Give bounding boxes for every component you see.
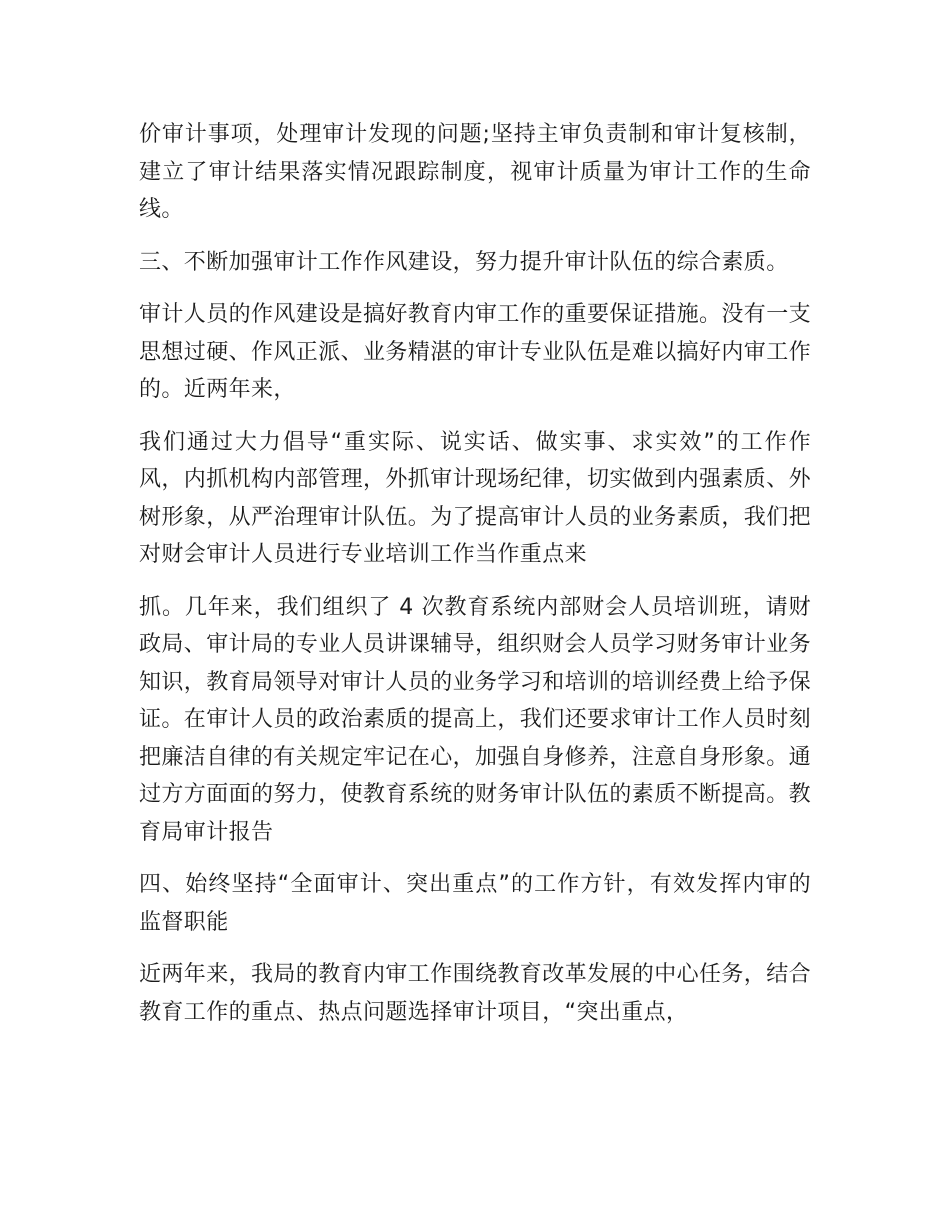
paragraph-continuation: 价审计事项，处理审计发现的问题;坚持主审负责制和审计复核制，建立了审计结果落实情况跟踪制度，视审计质量为审计工作的生命线。 xyxy=(139,122,811,222)
document-body xyxy=(139,116,811,1046)
section-heading-4: 四、始终坚持“全面审计、突出重点”的工作方针，有效发挥内审的监督职能 xyxy=(139,872,811,935)
paragraph-style-building: 审计人员的作风建设是搞好教育内审工作的重要保证措施。没有一支思想过硬、作风正派、业务精湛的审计专业队伍是难以搞好内审工作的。近两年来， xyxy=(139,302,812,402)
paragraph-training: 抓。几年来，我们组织了 4 次教育系统内部财会人员培训班，请财政局、审计局的专业人员讲课辅导，组织财会人员学习财务审计业务知识，教育局领导对审计人员的业务学习和培训的培训经费上给予保证。在审计人员的政治素质的提高上，我们还要求审计工作人员时刻把廉洁自律的有关规定牢记在心，加强自身修养，注意自身形象。通过方方面面的努力，使教育系统的财务审计队伍的素质不断提高。教育局审计报告 xyxy=(139,594,812,845)
paragraph-recent-years: 近两年来，我局的教育内审工作围绕教育改革发展的中心任务，结合教育工作的重点、热点问题选择审计项目，“突出重点， xyxy=(139,962,812,1025)
paragraph-work-style: 我们通过大力倡导“重实际、说实话、做实事、求实效”的工作作风，内抓机构内部管理，外抓审计现场纪律，切实做到内强素质、外树形象，从严治理审计队伍。为了提高审计人员的业务素质，我们把对财会审计人员进行专业培训工作当作重点来 xyxy=(139,429,812,567)
section-heading-3: 三、不断加强审计工作作风建设，努力提升审计队伍的综合素质。 xyxy=(139,249,789,275)
